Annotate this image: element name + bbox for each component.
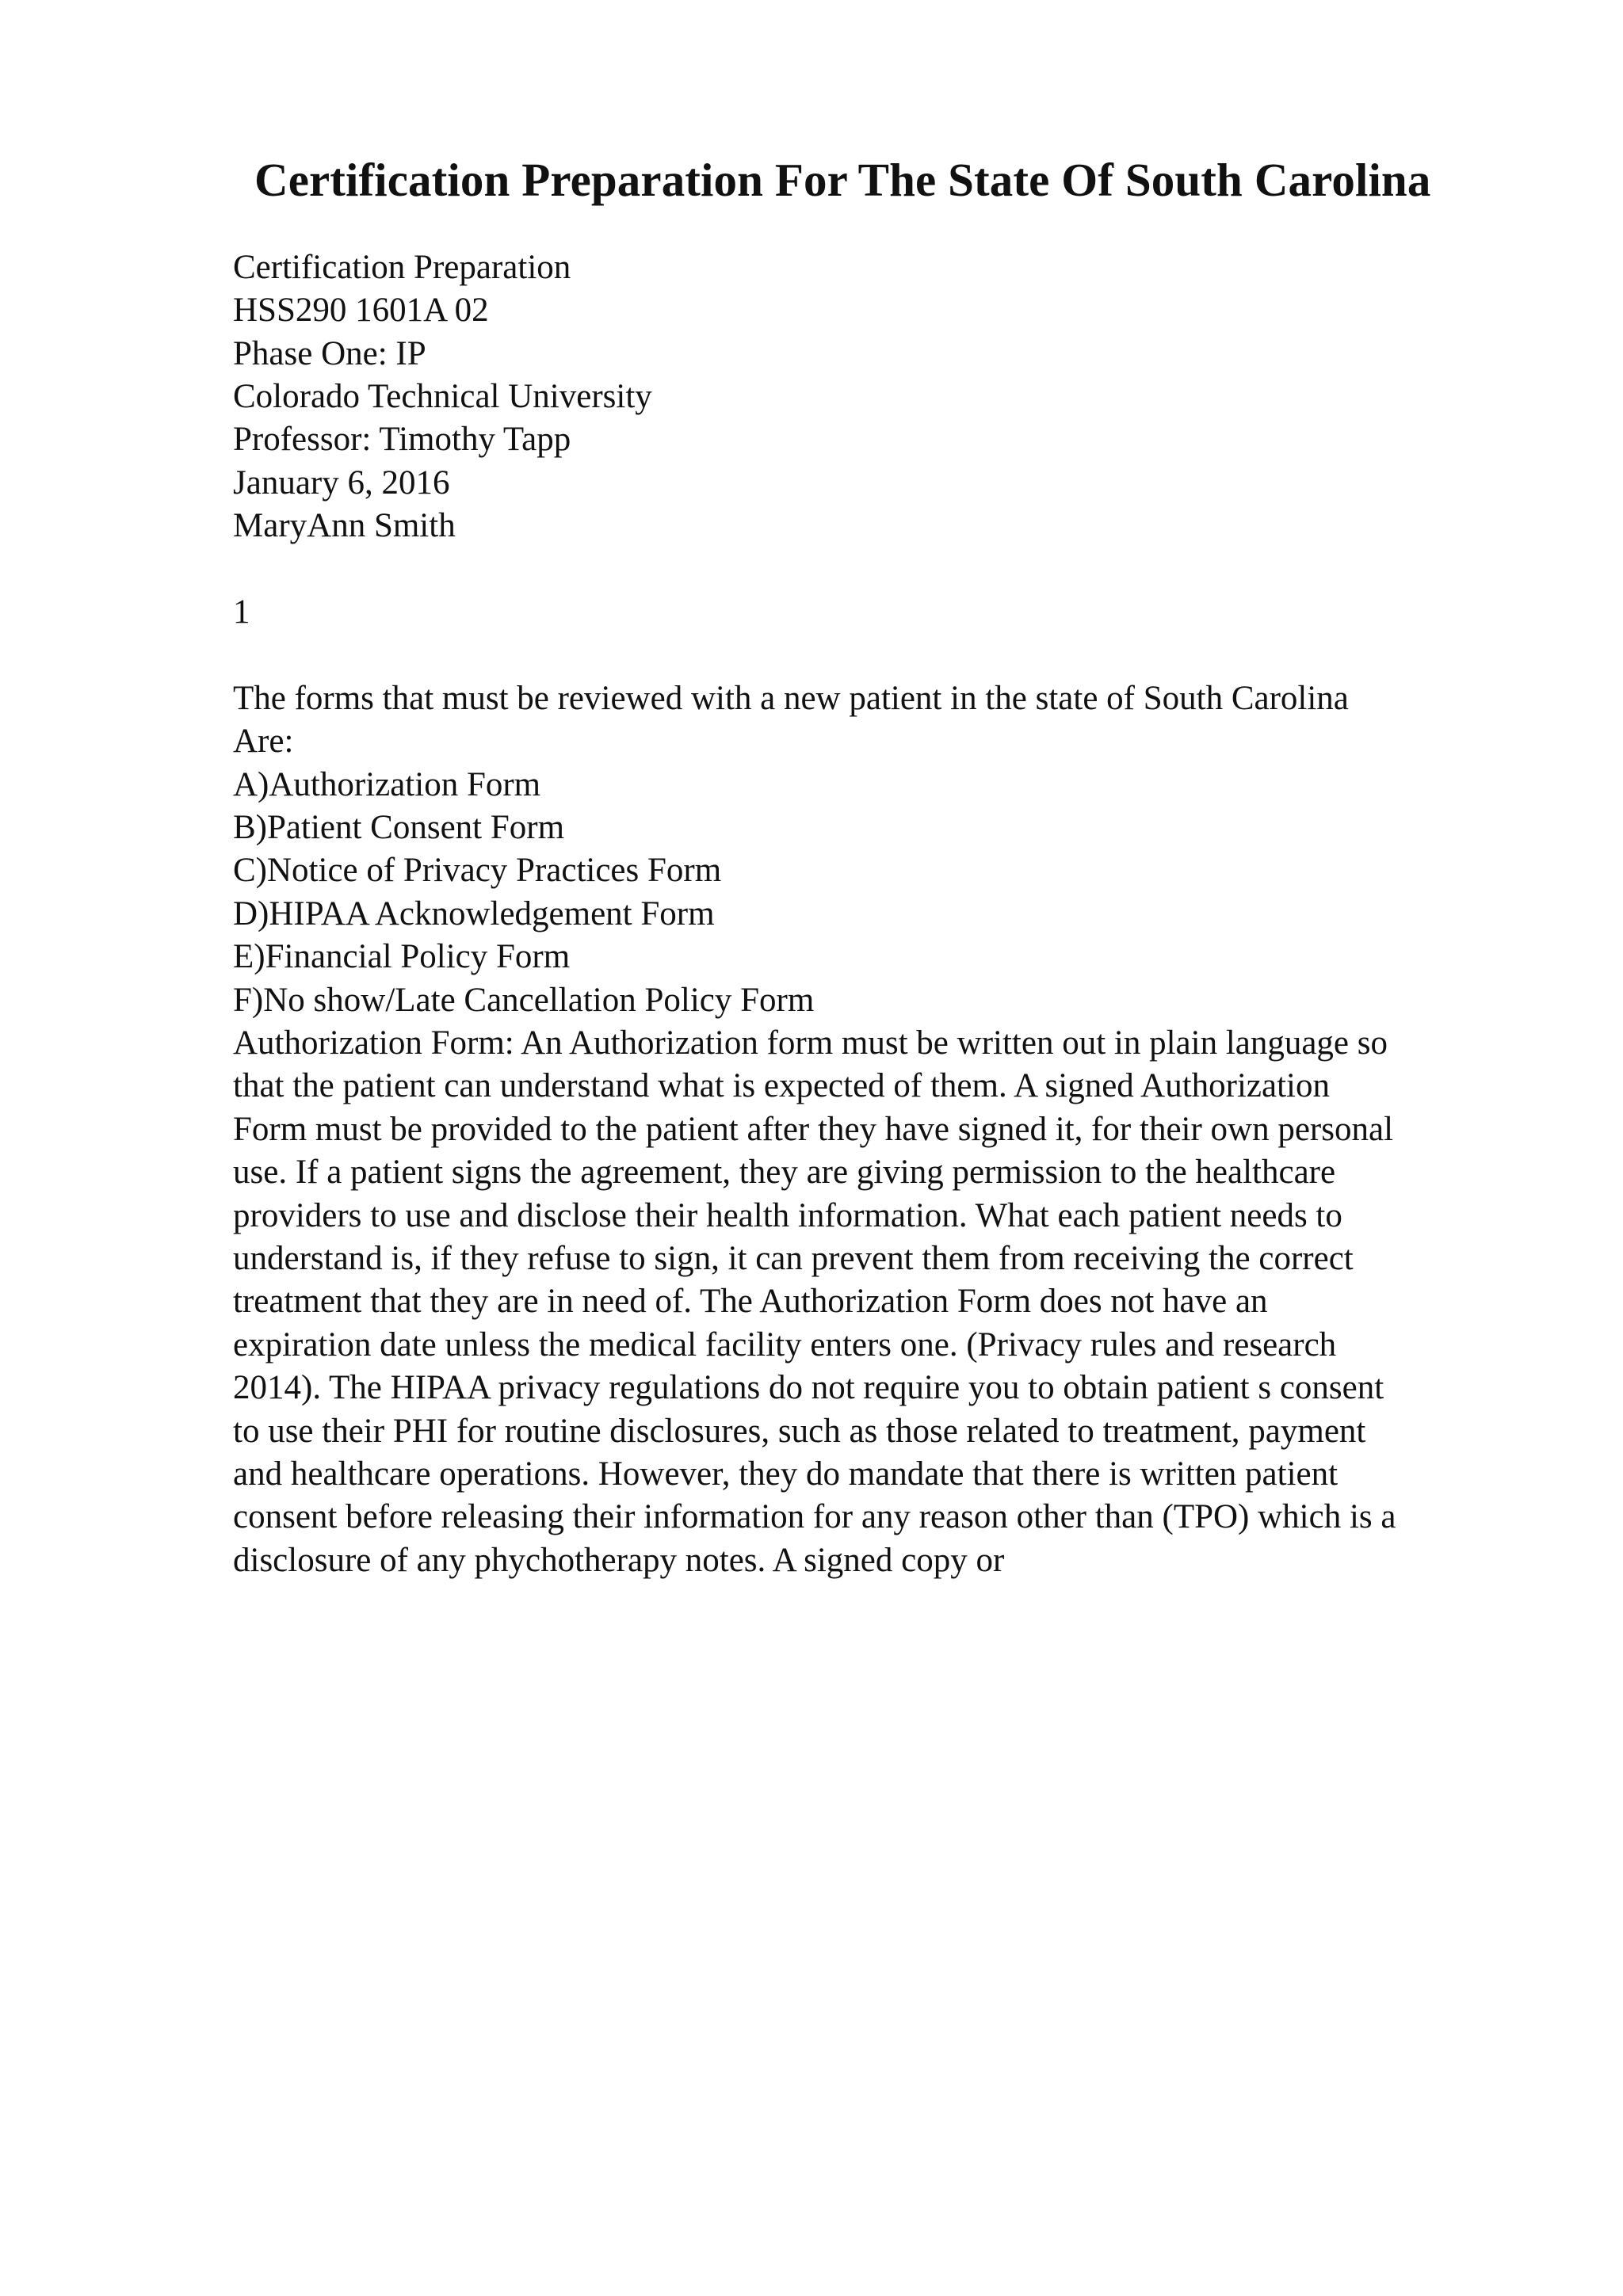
header-line-phase: Phase One: IP bbox=[233, 335, 426, 372]
body-line: Are: bbox=[233, 723, 294, 760]
header-line-university: Colorado Technical University bbox=[233, 378, 652, 415]
list-item-privacy-practices-form: C)Notice of Privacy Practices Form bbox=[233, 852, 722, 889]
paragraph-line: expiration date unless the medical facility enters one. (Privacy rules and research bbox=[233, 1326, 1337, 1363]
body-line: The forms that must be reviewed with a new patient in the state of South Carolina bbox=[233, 680, 1349, 717]
paragraph-line: treatment that they are in need of. The Authorization Form does not have an bbox=[233, 1283, 1268, 1320]
paragraph-line: that the patient can understand what is expected of them. A signed Authorization bbox=[233, 1067, 1330, 1104]
list-item-patient-consent-form: B)Patient Consent Form bbox=[233, 809, 565, 846]
header-line-professor: Professor: Timothy Tapp bbox=[233, 421, 571, 458]
paragraph-line: Authorization Form: An Authorization form must be written out in plain language so bbox=[233, 1024, 1388, 1062]
paragraph-line: Form must be provided to the patient after they have signed it, for their own personal bbox=[233, 1111, 1394, 1148]
header-line-author: MaryAnn Smith bbox=[233, 507, 456, 544]
paragraph-line: to use their PHI for routine disclosures, such as those related to treatment, payment bbox=[233, 1413, 1366, 1450]
document-title: Certification Preparation For The State Of South Carolina bbox=[254, 154, 1431, 206]
header-line-date: January 6, 2016 bbox=[233, 464, 450, 502]
header-line-course-topic: Certification Preparation bbox=[233, 249, 571, 286]
page-number: 1 bbox=[233, 593, 250, 631]
paragraph-line: understand is, if they refuse to sign, it can prevent them from receiving the correct bbox=[233, 1240, 1354, 1277]
list-item-cancellation-policy-form: F)No show/Late Cancellation Policy Form bbox=[233, 982, 815, 1019]
paragraph-line: providers to use and disclose their health information. What each patient needs to bbox=[233, 1197, 1342, 1234]
list-item-financial-policy-form: E)Financial Policy Form bbox=[233, 938, 571, 975]
paragraph-line: 2014). The HIPAA privacy regulations do not require you to obtain patient s consent bbox=[233, 1369, 1384, 1406]
header-line-course-code: HSS290 1601A 02 bbox=[233, 292, 489, 329]
paragraph-line: consent before releasing their information for any reason other than (TPO) which is a bbox=[233, 1498, 1396, 1535]
paragraph-line: use. If a patient signs the agreement, they are giving permission to the healthcare bbox=[233, 1154, 1336, 1191]
list-item-hipaa-form: D)HIPAA Acknowledgement Form bbox=[233, 895, 715, 933]
paragraph-line: disclosure of any phychotherapy notes. A signed copy or bbox=[233, 1542, 1005, 1579]
list-item-authorization-form: A)Authorization Form bbox=[233, 766, 541, 803]
paragraph-line: and healthcare operations. However, they do mandate that there is written patient bbox=[233, 1455, 1338, 1493]
